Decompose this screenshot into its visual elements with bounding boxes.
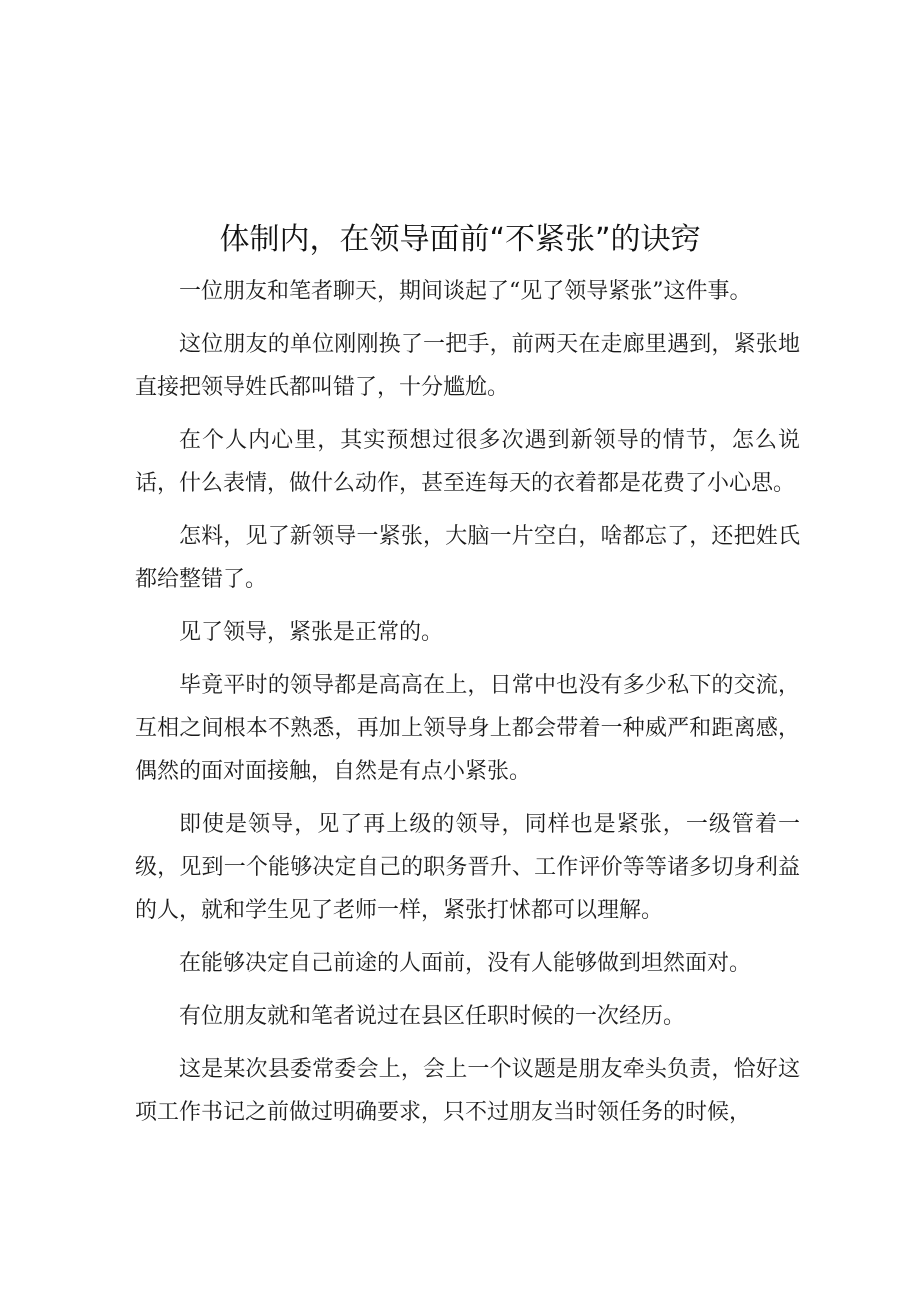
document-title: 体制内，在领导面前“不紧张”的诀窍: [219, 222, 701, 257]
paragraph: 毕竟平时的领导都是高高在上，日常中也没有多少私下的交流，互相之间根本不熟悉，再加上领导身上都会带着一种威严和距离感，偶然的面对面接触，自然是有点小紧张。: [135, 673, 800, 784]
paragraph: 这是某次县委常委会上，会上一个议题是朋友牵头负责，恰好这项工作书记之前做过明确要求，只不过朋友当时领任务的时候，: [135, 1057, 800, 1125]
paragraph: 一位朋友和笔者聊天，期间谈起了“见了领导紧张”这件事。: [179, 279, 752, 304]
paragraph: 怎料，见了新领导一紧张，大脑一片空白，啥都忘了，还把姓氏都给整错了。: [135, 524, 800, 592]
paragraph: 这位朋友的单位刚刚换了一把手，前两天在走廊里遇到，紧张地直接把领导姓氏都叫错了，十分尴尬。: [135, 332, 800, 400]
paragraph: 在能够决定自己前途的人面前，没有人能够做到坦然面对。: [179, 951, 752, 976]
paragraph: 有位朋友就和笔者说过在县区任职时候的一次经历。: [179, 1004, 686, 1029]
paragraph: 在个人内心里，其实预想过很多次遇到新领导的情节，怎么说话，什么表情，做什么动作，甚至连每天的衣着都是花费了小心思。: [135, 428, 800, 496]
paragraph: 见了领导，紧张是正常的。: [179, 620, 444, 645]
document-body: [135, 270, 800, 1144]
paragraph: 即使是领导，见了再上级的领导，同样也是紧张，一级管着一级，见到一个能够决定自己的职务晋升、工作评价等等诸多切身利益的人，就和学生见了老师一样，紧张打怵都可以理解。: [135, 812, 800, 923]
